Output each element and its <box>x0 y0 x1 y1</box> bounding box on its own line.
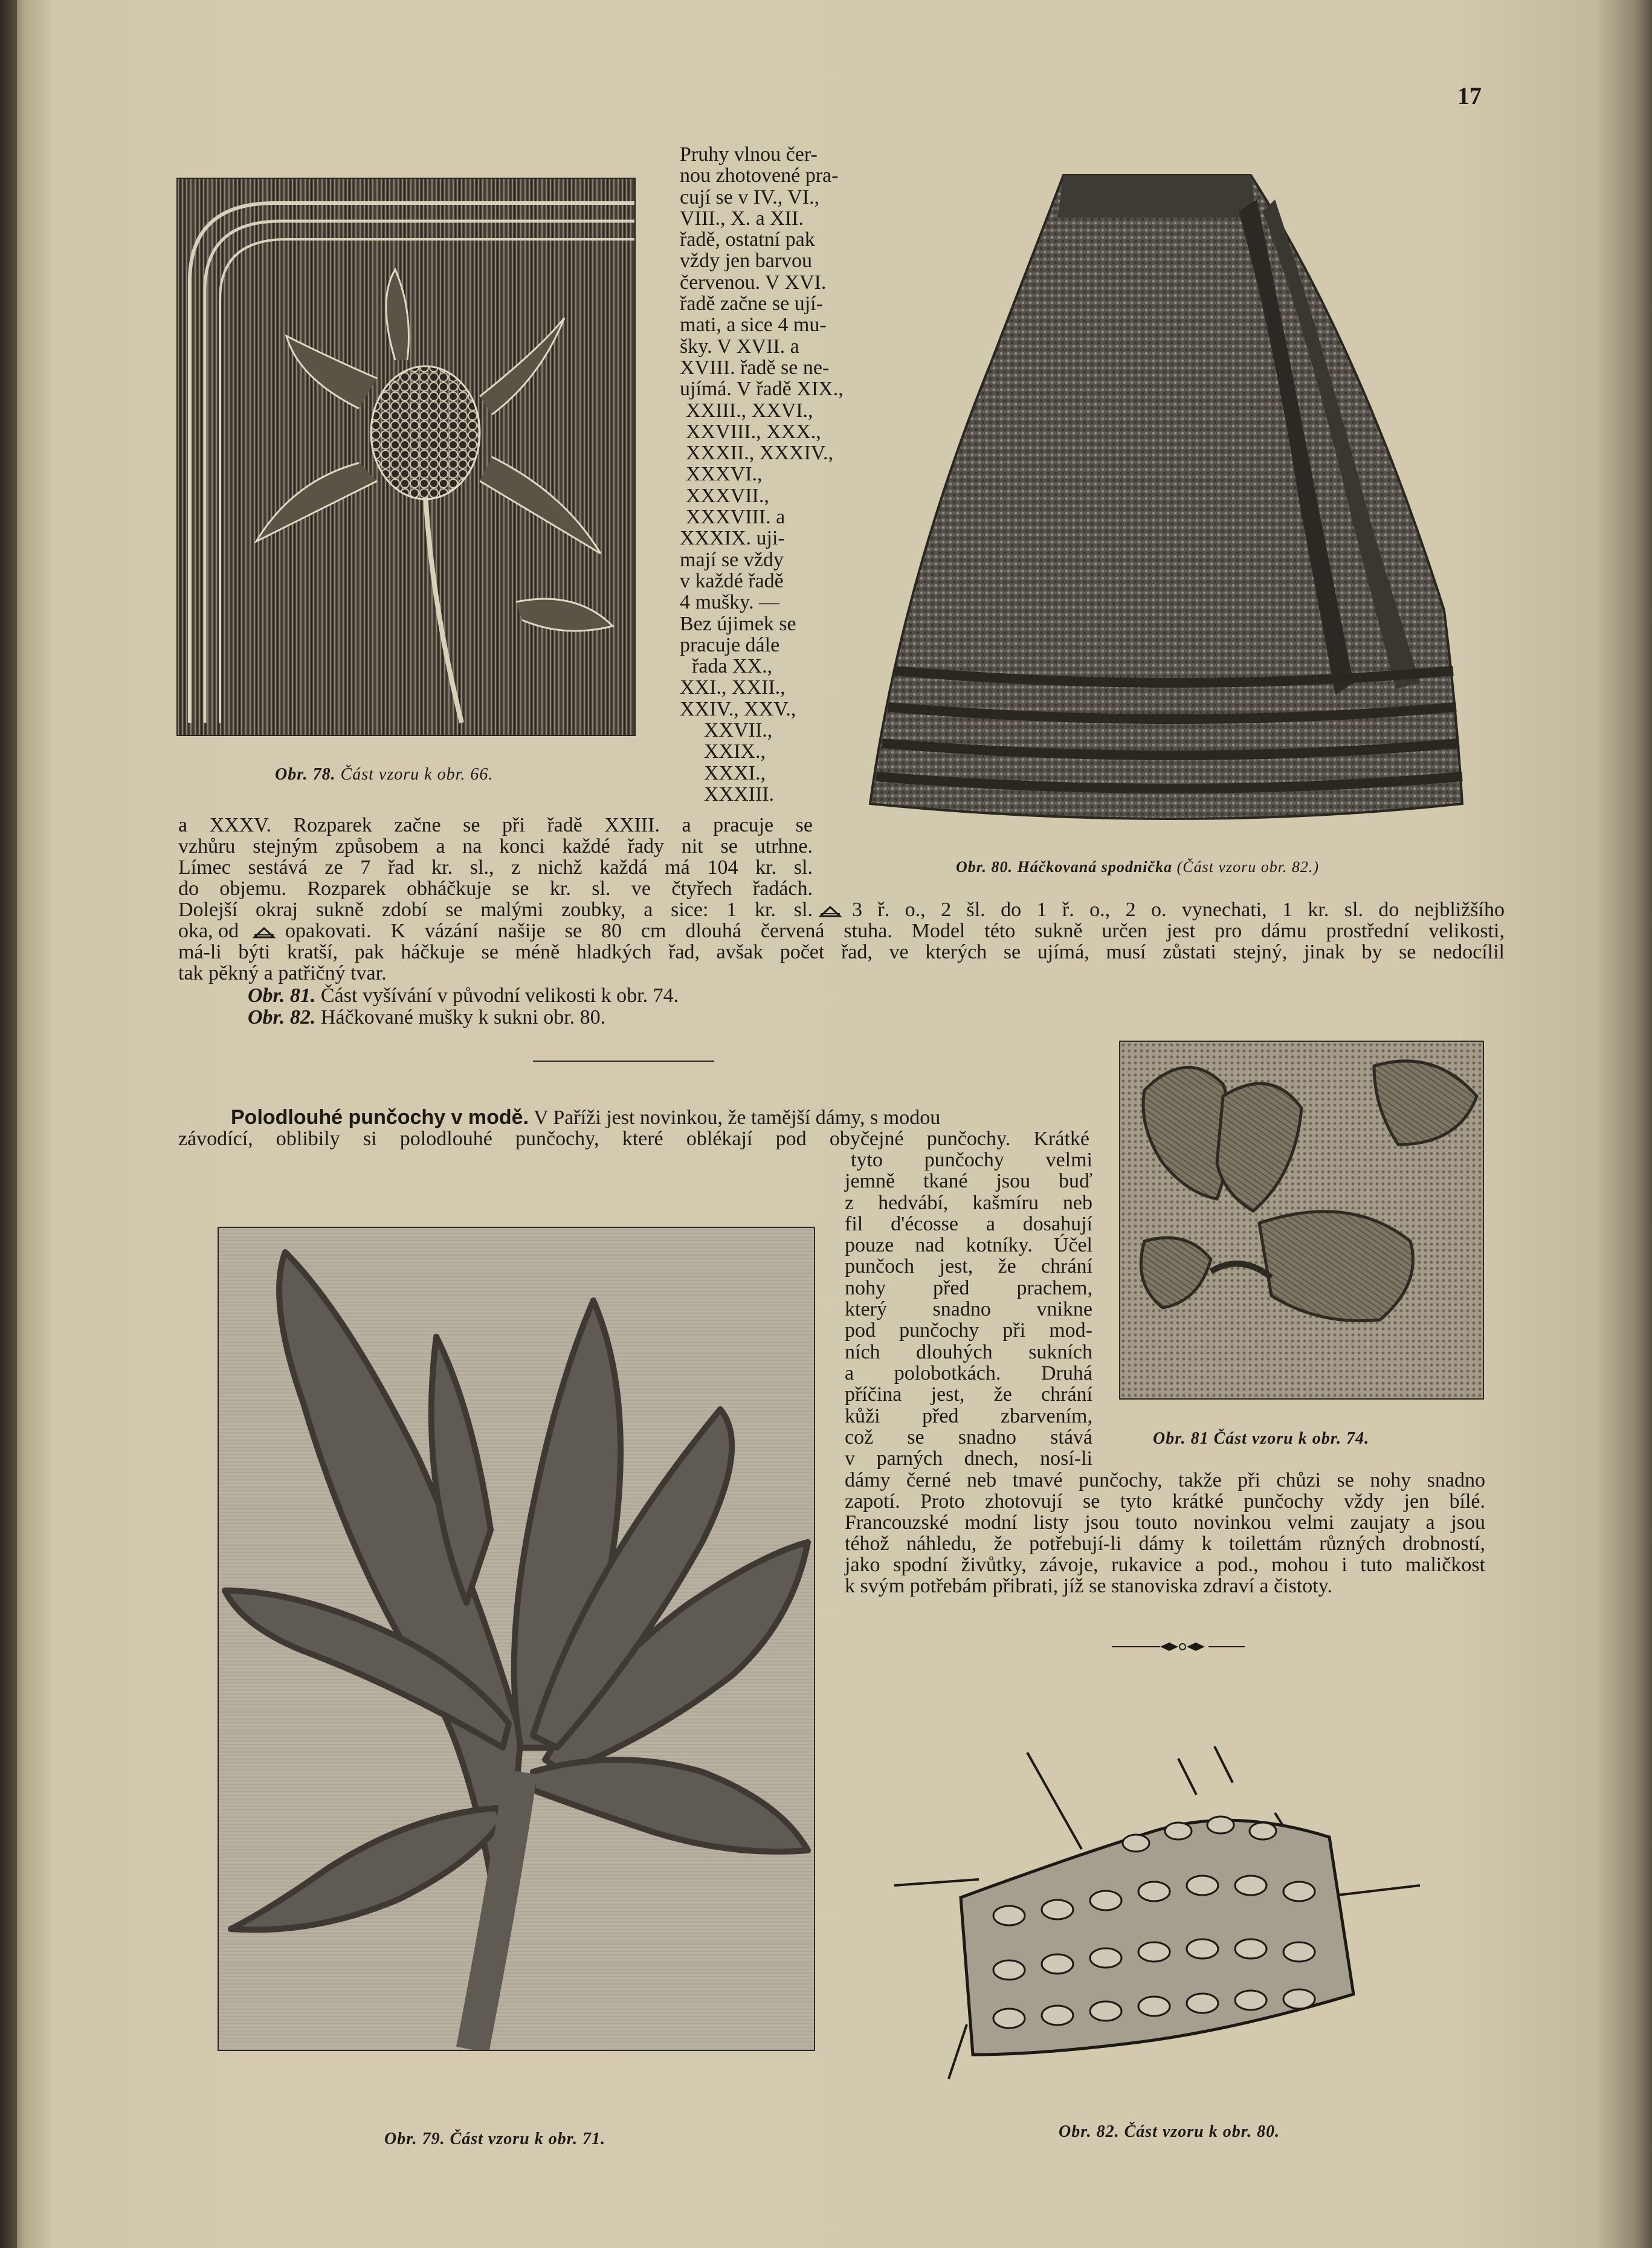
article2-line: Francouzské modní listy jsou touto novinkou velmi zaujaty a jsou <box>845 1511 1485 1534</box>
article2-line: zapotí. Proto zhotovují se tyto krátké punčochy vždy jen bílé. <box>845 1490 1485 1513</box>
article2-line: dámy černé neb tmavé punčochy, takže při chůzi se nohy snadno <box>845 1469 1485 1491</box>
article2-line: jako spodní živůtky, závoje, rukavice a pod., mohou i tuto maličkost <box>845 1554 1485 1576</box>
article1-line: a XXXV. Rozparek začne se při řadě XXIII. a pracuje se <box>178 814 813 836</box>
figure-78-caption: Obr. 78. Část vzoru k obr. 66. <box>275 765 494 784</box>
figure-81-embroidery <box>1119 1041 1484 1400</box>
page-number: 17 <box>1457 82 1482 109</box>
article1-line: vzhůru stejným způsobem a na konci každé řady nit se utrhne. <box>178 835 813 858</box>
figure-78-embroidery <box>176 178 636 736</box>
article1-line: opakovati. K vázání našije se 80 cm dlouhá červená stuha. Model této sukně určen jest pro dámu prostřední velikosti, <box>285 920 1505 942</box>
figure-80-petticoat <box>840 163 1505 834</box>
article1-line: do objemu. Rozparek obháčkuje se kr. sl. ve čtyřech řadách. <box>178 877 813 900</box>
section-divider <box>533 1061 714 1062</box>
article1-line: má-li býti kratší, pak háčkuje se méně hladkých řad, avšak počet řad, ve kterých se ujímá, musí zůstati stejný, jinak by se nedocílil <box>178 941 1505 963</box>
figure-79-caption: Obr. 79. Část vzoru k obr. 71. <box>384 2130 606 2148</box>
figure-82-crochet-stitch <box>894 1740 1438 2091</box>
binding-edge <box>0 0 17 2248</box>
figure-reference: Obr. 82. Háčkované mušky k sukni obr. 80. <box>248 1006 606 1029</box>
article1-line: 3 ř. o., 2 šl. do 1 ř. o., 2 o. vynechati, 1 kr. sl. do nejbližšího <box>852 899 1505 921</box>
article2-line: k svým potřebám přibrati, jíž se stanoviska zdraví a čistoty. <box>845 1575 1332 1597</box>
figure-reference: Obr. 81. Část vyšívání v původní velikosti k obr. 74. <box>248 984 679 1007</box>
figure-81-caption: Obr. 81 Část vzoru k obr. 74. <box>1153 1429 1370 1448</box>
article1-narrow-column: Pruhy vlnou čer- nou zhotovené pra- cují se v IV., VI., VIII., X. a XII. řadě, ostatní pak vždy jen barvou červenou. V XVI. řadě začne se ují- mati, a sice 4 mu- šky. V XVII. a XVIII. řadě se ne- ujímá. V řadě XIX., XXIII., XXVI., XXVIII., XXX., XXXII., XXXIV., XXXVI., XXXVII., XXXVIII. a XXXIX. uji- mají se vždy v každé řadě 4 mušky. — Bez újimek se pracuje dále řada XX., XXI., XXII., XXIV., XXV., XXVII., XXIX., XXXI., XXXIII. <box>680 143 844 806</box>
article2-line: téhož náhledu, že potřebují-li dámy k toilettám různých drobností, <box>845 1533 1485 1555</box>
article2-first-line: Polodlouhé punčochy v modě. V Paříži jest novinkou, že tamější dámy, s modou <box>231 1106 941 1129</box>
article1-line: Límec sestává ze 7 řad kr. sl., z nichž každá má 104 kr. sl. <box>178 856 813 879</box>
ornament-divider-icon <box>1112 1638 1245 1656</box>
crochet-symbol-icon <box>819 905 842 917</box>
figure-79-applique <box>218 1227 815 2051</box>
crochet-symbol-icon <box>253 926 276 938</box>
article1-line: tak pěkný a patřičný tvar. <box>178 962 387 984</box>
figure-80-caption: Obr. 80. Háčkovaná spodnička (Část vzoru obr. 82.) <box>956 858 1320 876</box>
article2-narrow-column: tyto punčochy velmi jemně tkané jsou buď z hedvábí, kašmíru neb fil d'écosse a dosahují pouze nad kotníky. Účel punčoch jest, že chrání nohy před prachem, který snadno vnikne pod punčochy při mod- ních dlouhých sukních a polobotkách. Druhá příčina jest, že chrání kůži před zbarvením, což se snadno stává v parných dnech, nosí-li <box>845 1149 1092 1470</box>
article2-line: závodící, oblibily si polodlouhé punčochy, které oblékají pod obyčejné punčochy. Krátké <box>178 1128 1089 1150</box>
article1-line: oka, od <box>178 920 239 942</box>
article2-title: Polodlouhé punčochy v modě. <box>231 1106 529 1129</box>
article1-line: Dolejší okraj sukně zdobí se malými zoubky, a sice: 1 kr. sl. <box>178 899 813 921</box>
figure-82-caption: Obr. 82. Část vzoru k obr. 80. <box>1059 2122 1280 2141</box>
